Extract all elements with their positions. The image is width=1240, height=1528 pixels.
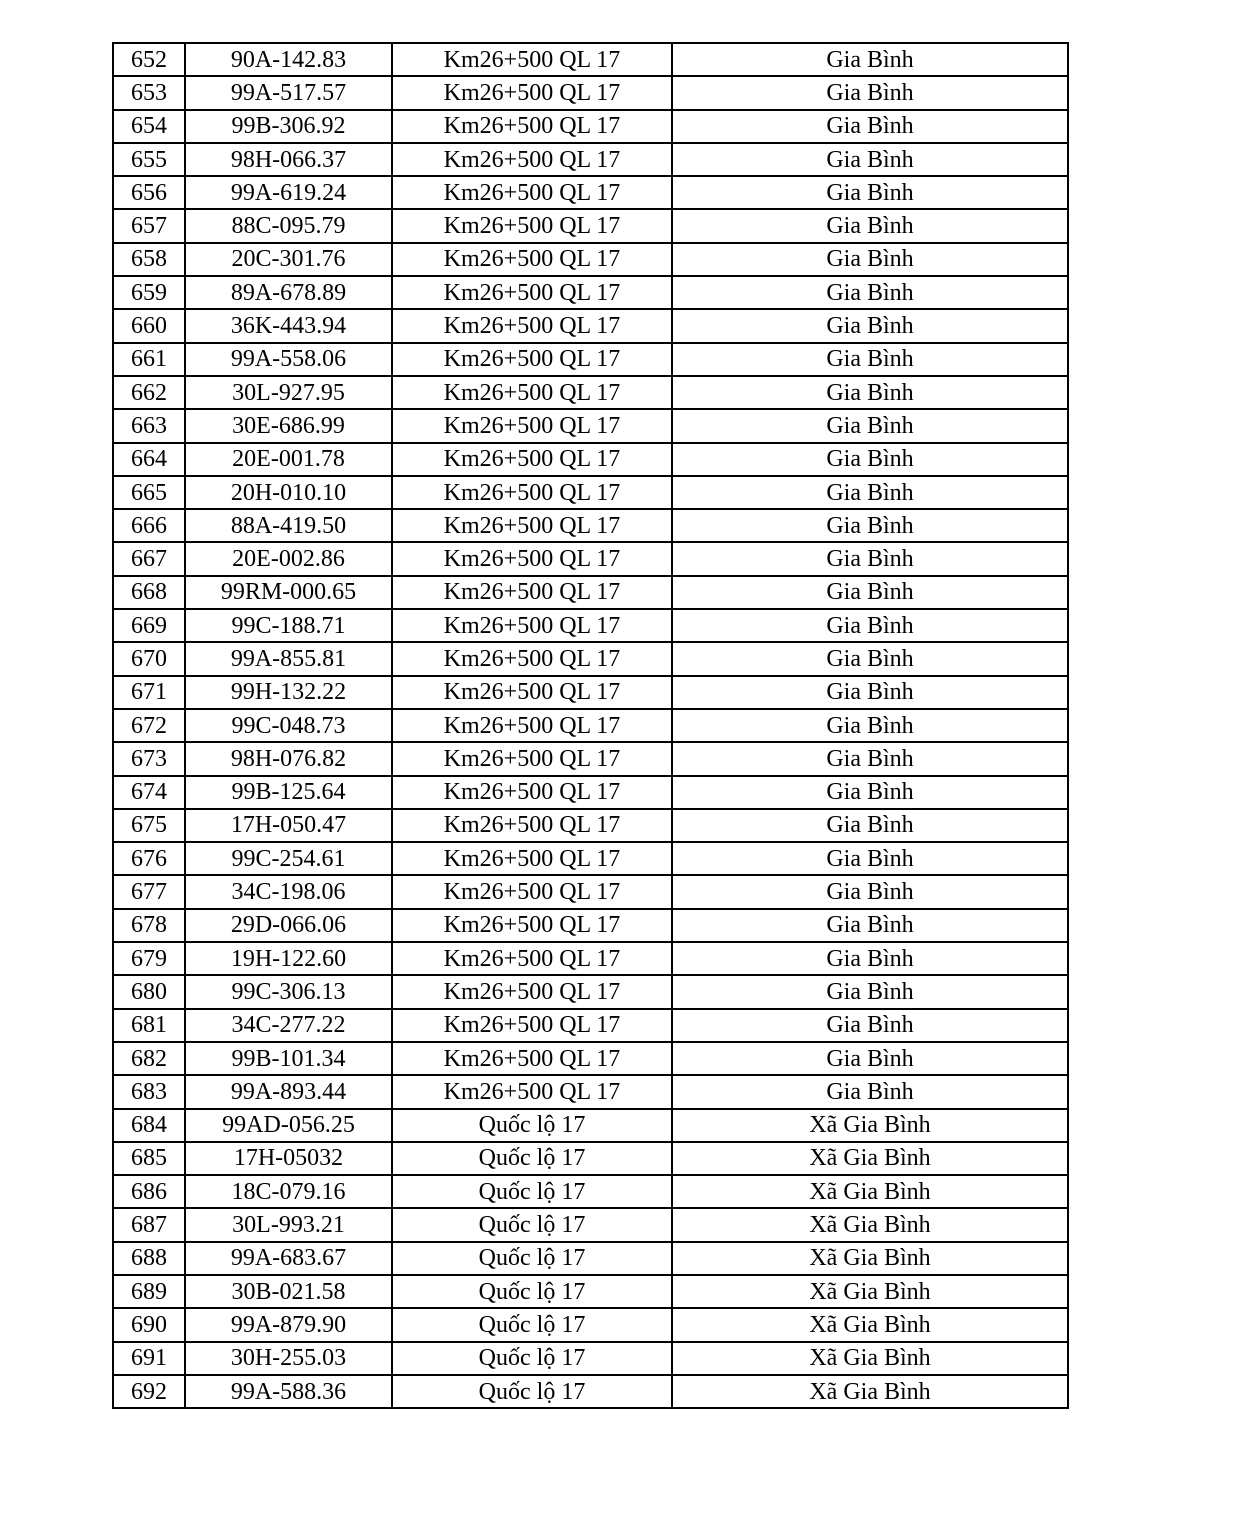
table-row [113,1042,1068,1075]
area-cell: Gia Bình [672,509,1068,542]
area-cell: Gia Bình [672,143,1068,176]
location-cell: Km26+500 QL 17 [392,642,672,675]
row-number-cell: 675 [113,809,185,842]
license-plate-cell: 99A-879.90 [185,1308,392,1341]
license-plate-cell: 34C-277.22 [185,1009,392,1042]
license-plate-cell: 20C-301.76 [185,243,392,276]
row-number-cell: 686 [113,1175,185,1208]
area-cell: Gia Bình [672,1009,1068,1042]
license-plate-cell: 18C-079.16 [185,1175,392,1208]
area-cell: Gia Bình [672,76,1068,109]
table-row [113,875,1068,908]
area-cell: Gia Bình [672,443,1068,476]
license-plate-cell: 99B-306.92 [185,110,392,143]
table-row [113,576,1068,609]
row-number-cell: 680 [113,975,185,1008]
location-cell: Km26+500 QL 17 [392,909,672,942]
table-row [113,176,1068,209]
license-plate-cell: 99A-855.81 [185,642,392,675]
license-plate-cell: 88C-095.79 [185,209,392,242]
row-number-cell: 664 [113,443,185,476]
location-cell: Km26+500 QL 17 [392,376,672,409]
area-cell: Gia Bình [672,209,1068,242]
location-cell: Km26+500 QL 17 [392,276,672,309]
area-cell: Gia Bình [672,243,1068,276]
location-cell: Km26+500 QL 17 [392,476,672,509]
table-row [113,209,1068,242]
table-row [113,809,1068,842]
area-cell: Gia Bình [672,309,1068,342]
license-plate-cell: 30B-021.58 [185,1275,392,1308]
license-plate-cell: 19H-122.60 [185,942,392,975]
area-cell: Gia Bình [672,642,1068,675]
license-plate-cell: 89A-678.89 [185,276,392,309]
location-cell: Quốc lộ 17 [392,1208,672,1241]
table-row [113,110,1068,143]
license-plate-cell: 99H-132.22 [185,676,392,709]
row-number-cell: 657 [113,209,185,242]
table-row [113,409,1068,442]
location-cell: Km26+500 QL 17 [392,443,672,476]
license-plate-cell: 30E-686.99 [185,409,392,442]
table-row [113,1009,1068,1042]
license-plate-cell: 17H-050.47 [185,809,392,842]
table-row [113,76,1068,109]
area-cell: Xã Gia Bình [672,1308,1068,1341]
row-number-cell: 669 [113,609,185,642]
license-plate-cell: 99RM-000.65 [185,576,392,609]
location-cell: Km26+500 QL 17 [392,542,672,575]
table-row [113,676,1068,709]
area-cell: Gia Bình [672,676,1068,709]
table-row [113,942,1068,975]
area-cell: Gia Bình [672,776,1068,809]
location-cell: Km26+500 QL 17 [392,576,672,609]
location-cell: Quốc lộ 17 [392,1175,672,1208]
license-plate-cell: 20E-002.86 [185,542,392,575]
license-plate-cell: 99C-188.71 [185,609,392,642]
table-row [113,309,1068,342]
table-row [113,443,1068,476]
license-plate-cell: 99C-254.61 [185,842,392,875]
license-plate-cell: 99A-517.57 [185,76,392,109]
row-number-cell: 690 [113,1308,185,1341]
license-plate-cell: 90A-142.83 [185,43,392,76]
location-cell: Km26+500 QL 17 [392,509,672,542]
table-row [113,975,1068,1008]
table-row [113,43,1068,76]
table-row [113,1175,1068,1208]
license-plate-cell: 99A-588.36 [185,1375,392,1408]
table-row [113,509,1068,542]
location-cell: Km26+500 QL 17 [392,76,672,109]
location-cell: Km26+500 QL 17 [392,942,672,975]
area-cell: Gia Bình [672,542,1068,575]
row-number-cell: 691 [113,1342,185,1375]
row-number-cell: 661 [113,343,185,376]
table-row [113,1109,1068,1142]
row-number-cell: 692 [113,1375,185,1408]
location-cell: Km26+500 QL 17 [392,343,672,376]
row-number-cell: 676 [113,842,185,875]
table-body [113,43,1068,1408]
location-cell: Quốc lộ 17 [392,1375,672,1408]
license-plate-cell: 30L-927.95 [185,376,392,409]
license-plate-cell: 99B-101.34 [185,1042,392,1075]
area-cell: Gia Bình [672,1042,1068,1075]
table-row [113,1342,1068,1375]
row-number-cell: 681 [113,1009,185,1042]
row-number-cell: 670 [113,642,185,675]
location-cell: Km26+500 QL 17 [392,842,672,875]
location-cell: Km26+500 QL 17 [392,709,672,742]
license-plate-cell: 98H-066.37 [185,143,392,176]
row-number-cell: 688 [113,1242,185,1275]
table-row [113,1308,1068,1341]
location-cell: Km26+500 QL 17 [392,43,672,76]
area-cell: Gia Bình [672,842,1068,875]
area-cell: Xã Gia Bình [672,1208,1068,1241]
table-row [113,243,1068,276]
license-plate-cell: 20H-010.10 [185,476,392,509]
area-cell: Xã Gia Bình [672,1242,1068,1275]
area-cell: Gia Bình [672,110,1068,143]
row-number-cell: 665 [113,476,185,509]
location-cell: Km26+500 QL 17 [392,1075,672,1108]
table-row [113,709,1068,742]
row-number-cell: 689 [113,1275,185,1308]
area-cell: Gia Bình [672,709,1068,742]
location-cell: Km26+500 QL 17 [392,975,672,1008]
table-row [113,542,1068,575]
table-row [113,909,1068,942]
row-number-cell: 668 [113,576,185,609]
location-cell: Km26+500 QL 17 [392,143,672,176]
table-row [113,1275,1068,1308]
location-cell: Km26+500 QL 17 [392,676,672,709]
row-number-cell: 677 [113,875,185,908]
location-cell: Quốc lộ 17 [392,1342,672,1375]
location-cell: Km26+500 QL 17 [392,110,672,143]
table-row [113,343,1068,376]
row-number-cell: 663 [113,409,185,442]
violation-table [112,42,1069,1409]
row-number-cell: 659 [113,276,185,309]
area-cell: Gia Bình [672,975,1068,1008]
row-number-cell: 679 [113,942,185,975]
area-cell: Xã Gia Bình [672,1342,1068,1375]
table-row [113,609,1068,642]
area-cell: Gia Bình [672,875,1068,908]
license-plate-cell: 36K-443.94 [185,309,392,342]
location-cell: Km26+500 QL 17 [392,609,672,642]
location-cell: Quốc lộ 17 [392,1275,672,1308]
location-cell: Km26+500 QL 17 [392,742,672,775]
row-number-cell: 653 [113,76,185,109]
area-cell: Xã Gia Bình [672,1375,1068,1408]
area-cell: Xã Gia Bình [672,1275,1068,1308]
row-number-cell: 671 [113,676,185,709]
area-cell: Gia Bình [672,43,1068,76]
area-cell: Gia Bình [672,609,1068,642]
location-cell: Quốc lộ 17 [392,1142,672,1175]
license-plate-cell: 99A-893.44 [185,1075,392,1108]
license-plate-cell: 17H-05032 [185,1142,392,1175]
location-cell: Quốc lộ 17 [392,1242,672,1275]
area-cell: Gia Bình [672,376,1068,409]
table-row [113,476,1068,509]
license-plate-cell: 34C-198.06 [185,875,392,908]
location-cell: Km26+500 QL 17 [392,1009,672,1042]
row-number-cell: 655 [113,143,185,176]
area-cell: Gia Bình [672,742,1068,775]
table-row [113,776,1068,809]
location-cell: Quốc lộ 17 [392,1308,672,1341]
area-cell: Gia Bình [672,176,1068,209]
license-plate-cell: 99B-125.64 [185,776,392,809]
row-number-cell: 684 [113,1109,185,1142]
row-number-cell: 662 [113,376,185,409]
row-number-cell: 674 [113,776,185,809]
license-plate-cell: 98H-076.82 [185,742,392,775]
row-number-cell: 652 [113,43,185,76]
table-row [113,1242,1068,1275]
row-number-cell: 682 [113,1042,185,1075]
area-cell: Gia Bình [672,909,1068,942]
location-cell: Km26+500 QL 17 [392,1042,672,1075]
table-row [113,742,1068,775]
license-plate-cell: 99A-558.06 [185,343,392,376]
location-cell: Km26+500 QL 17 [392,209,672,242]
area-cell: Xã Gia Bình [672,1175,1068,1208]
row-number-cell: 673 [113,742,185,775]
row-number-cell: 687 [113,1208,185,1241]
location-cell: Km26+500 QL 17 [392,809,672,842]
table-row [113,276,1068,309]
location-cell: Km26+500 QL 17 [392,409,672,442]
area-cell: Gia Bình [672,809,1068,842]
area-cell: Xã Gia Bình [672,1142,1068,1175]
row-number-cell: 660 [113,309,185,342]
location-cell: Km26+500 QL 17 [392,176,672,209]
license-plate-cell: 99AD-056.25 [185,1109,392,1142]
license-plate-cell: 99C-048.73 [185,709,392,742]
location-cell: Km26+500 QL 17 [392,875,672,908]
table-row [113,842,1068,875]
license-plate-cell: 30H-255.03 [185,1342,392,1375]
license-plate-cell: 99A-619.24 [185,176,392,209]
row-number-cell: 683 [113,1075,185,1108]
row-number-cell: 666 [113,509,185,542]
row-number-cell: 656 [113,176,185,209]
area-cell: Gia Bình [672,409,1068,442]
area-cell: Gia Bình [672,343,1068,376]
table-row [113,1075,1068,1108]
area-cell: Gia Bình [672,942,1068,975]
table-row [113,1142,1068,1175]
row-number-cell: 678 [113,909,185,942]
license-plate-cell: 88A-419.50 [185,509,392,542]
location-cell: Km26+500 QL 17 [392,309,672,342]
area-cell: Gia Bình [672,276,1068,309]
row-number-cell: 658 [113,243,185,276]
row-number-cell: 672 [113,709,185,742]
license-plate-cell: 99C-306.13 [185,975,392,1008]
table-row [113,376,1068,409]
table-row [113,1208,1068,1241]
license-plate-cell: 30L-993.21 [185,1208,392,1241]
license-plate-cell: 29D-066.06 [185,909,392,942]
location-cell: Quốc lộ 17 [392,1109,672,1142]
row-number-cell: 654 [113,110,185,143]
area-cell: Gia Bình [672,476,1068,509]
row-number-cell: 685 [113,1142,185,1175]
area-cell: Gia Bình [672,1075,1068,1108]
license-plate-cell: 99A-683.67 [185,1242,392,1275]
area-cell: Gia Bình [672,576,1068,609]
area-cell: Xã Gia Bình [672,1109,1068,1142]
table-row [113,642,1068,675]
row-number-cell: 667 [113,542,185,575]
location-cell: Km26+500 QL 17 [392,243,672,276]
table-row [113,143,1068,176]
license-plate-cell: 20E-001.78 [185,443,392,476]
location-cell: Km26+500 QL 17 [392,776,672,809]
table-row [113,1375,1068,1408]
